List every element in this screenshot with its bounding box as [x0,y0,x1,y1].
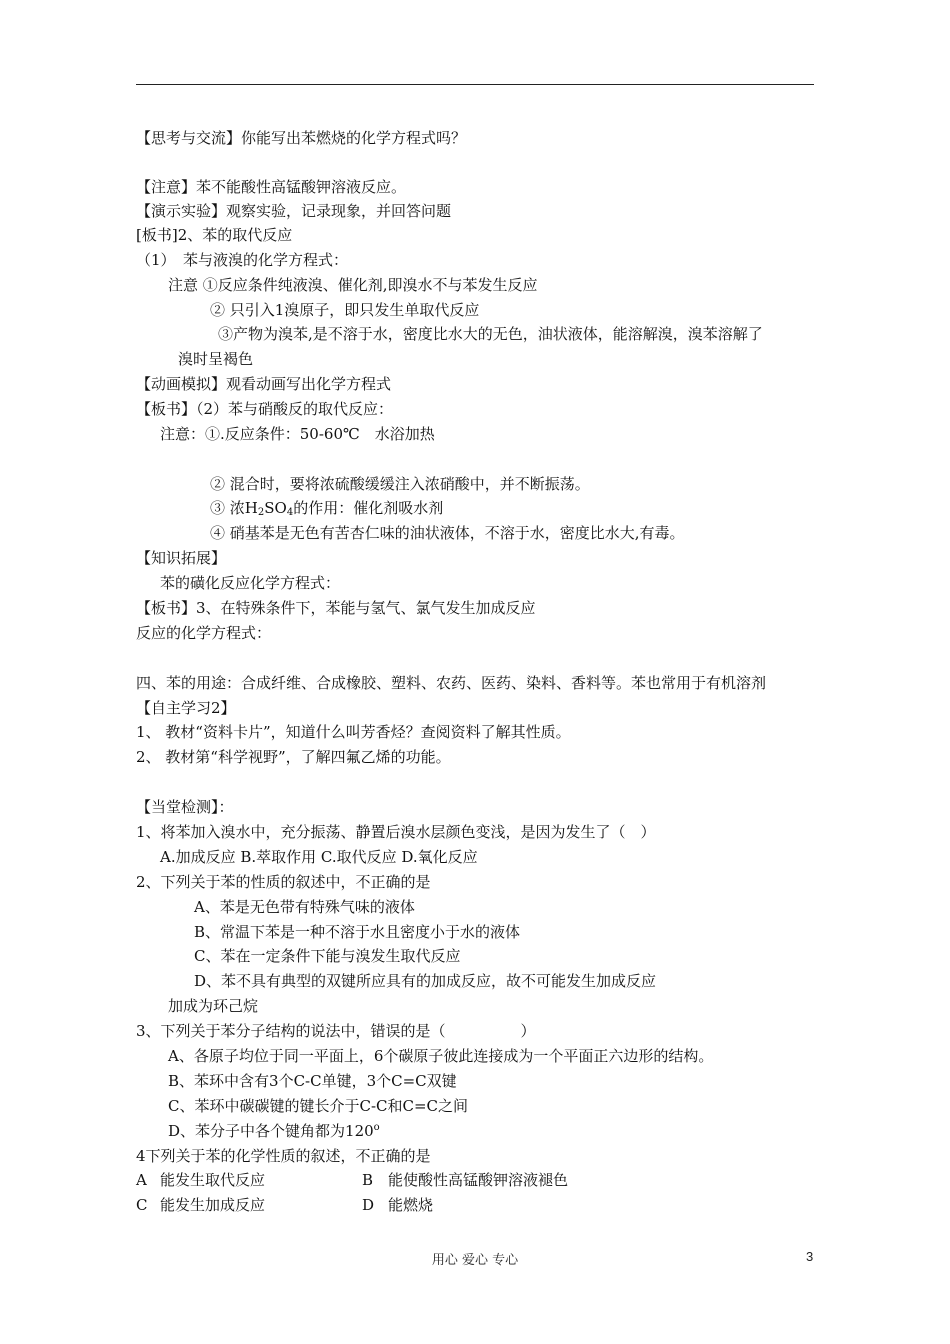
text-line: 【自主学习2】 [136,699,236,717]
header-rule [136,84,814,85]
text-line: 2、 教材第“科学视野”，了解四氟乙烯的功能。 [136,748,451,766]
text-line: 4下列关于苯的化学性质的叙述，不正确的是 [136,1147,431,1165]
formula-subscript: 2 [257,507,265,518]
text-line: 2、下列关于苯的性质的叙述中，不正确的是 [136,873,431,891]
text-line: ② 只引入1溴原子，即只发生单取代反应 [210,301,480,319]
text-line: 【板书】（2）苯与硝酸反的取代反应： [136,400,394,418]
text-line-angle [168,1121,380,1141]
text-line: 反应的化学方程式： [136,624,272,642]
text-line: 苯的磺化反应化学方程式： [160,574,341,592]
option-a-label: A [136,1171,147,1189]
text-line: 注意 ①反应条件纯液溴、催化剂,即溴水不与苯发生反应 [168,276,538,294]
text-line: ③产物为溴苯,是不溶于水，密度比水大的无色，油状液体，能溶解溴，溴苯溶解了 [218,325,763,343]
option-c-text: 能发生加成反应 [160,1196,266,1214]
text-line: 【板书】3、在特殊条件下，苯能与氢气、氯气发生加成反应 [136,599,536,617]
text-fragment: ③ 浓 [210,499,245,517]
text-line: C、苯在一定条件下能与溴发生取代反应 [194,947,461,965]
page-footer: 用心 爱心 专心 [431,1253,519,1268]
text-line: 【动画模拟】观看动画写出化学方程式 [136,375,392,393]
text-line: A、苯是无色带有特殊气味的液体 [194,898,415,916]
option-d-text: 能燃烧 [388,1196,434,1214]
text-line-h2so4 [210,498,443,518]
text-line: 【注意】苯不能酸性高锰酸钾溶液反应。 [136,178,407,196]
text-line: 1、将苯加入溴水中，充分振荡、静置后溴水层颜色变浅，是因为发生了（ ） [136,823,656,841]
text-line: 四、苯的用途：合成纤维、合成橡胶、塑料、农药、医药、染料、香料等。苯也常用于有机溶剂 [136,674,767,692]
text-line: 3、下列关于苯分子结构的说法中，错误的是（ ） [136,1022,536,1040]
text-line: B、苯环中含有3个C-C单键，3个C=C双键 [168,1072,457,1090]
degree-mark: o [373,1122,380,1133]
text-line: 加成为环己烷 [168,997,259,1015]
text-line: D、苯不具有典型的双键所应具有的加成反应，故不可能发生加成反应 [194,972,657,990]
text-line: A、各原子均位于同一平面上，6个碳原子彼此连接成为一个平面正六边形的结构。 [168,1047,714,1065]
option-c-label: C [136,1196,148,1214]
text-line: [板书]2、苯的取代反应 [136,226,293,244]
text-line: 【演示实验】观察实验，记录现象，并回答问题 [136,202,452,220]
option-a-text: 能发生取代反应 [160,1171,266,1189]
option-b-text: 能使酸性高锰酸钾溶液褪色 [388,1171,569,1189]
text-line: A.加成反应 B.萃取作用 C.取代反应 D.氧化反应 [160,848,478,866]
text-line: ④ 硝基苯是无色有苦杏仁味的油状液体，不溶于水，密度比水大,有毒。 [210,524,685,542]
text-fragment: D、苯分子中各个键角都为120 [168,1122,374,1140]
text-line: 注意：①.反应条件：50-60℃ 水浴加热 [160,425,435,443]
option-b-label: B [362,1171,374,1189]
text-fragment: 的作用：催化剂吸水剂 [293,499,444,517]
formula-subscript: 4 [286,507,294,518]
text-line: 1、 教材“资料卡片”，知道什么叫芳香烃？查阅资料了解其性质。 [136,723,571,741]
text-line: ② 混合时，要将浓硫酸缓缓注入浓硝酸中，并不断振荡。 [210,475,590,493]
text-line: 【思考与交流】你能写出苯燃烧的化学方程式吗？ [136,129,467,147]
text-line: 【知识拓展】 [136,549,227,567]
page-number: 3 [806,1249,814,1264]
option-d-label: D [362,1196,375,1214]
formula-h: H [244,499,258,517]
text-line: 溴时呈褐色 [178,350,254,368]
text-line: B、常温下苯是一种不溶于水且密度小于水的液体 [194,923,521,941]
formula-so: SO [264,499,287,517]
text-line: 【当堂检测】： [136,798,234,816]
text-line: C、苯环中碳碳键的键长介于C-C和C=C之间 [168,1097,469,1115]
text-line: （1） 苯与液溴的化学方程式： [136,251,349,269]
